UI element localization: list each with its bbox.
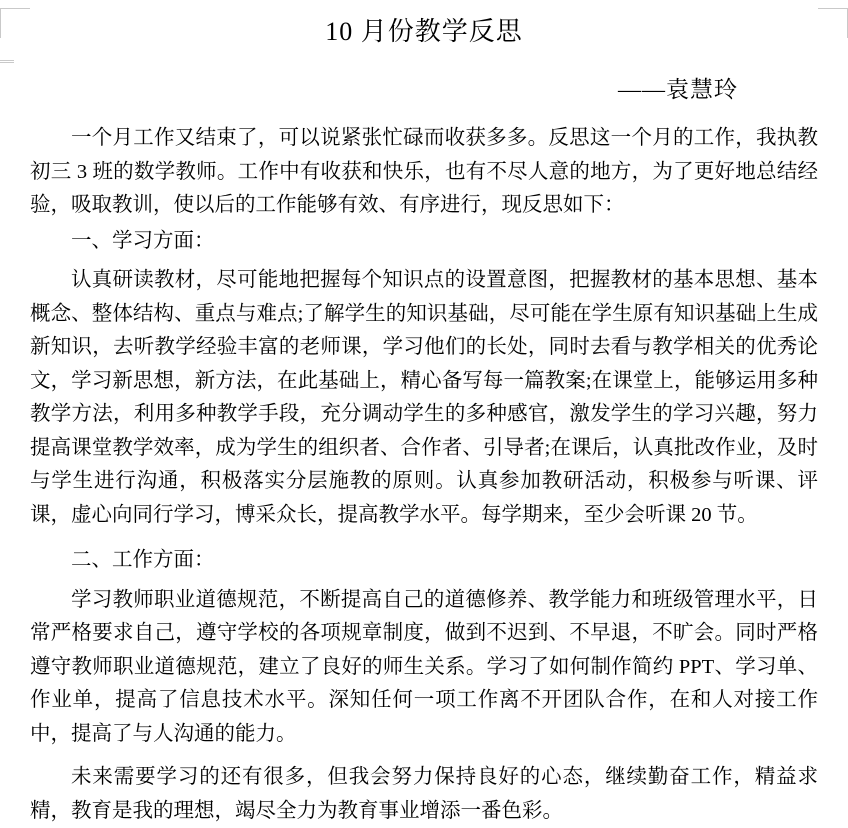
author-signature: ——袁慧玲 (618, 77, 738, 103)
paragraph-intro: 一个月工作又结束了，可以说紧张忙碌而收获多多。反思这一个月的工作，我执教初三 3 班的数学教师。工作中有收获和快乐，也有不尽人意的地方，为了更好地总结经验，吸取教训，使以后的工作能够有效、有序进行，现反思如下： (30, 127, 818, 217)
paragraph-closing: 未来需要学习的还有很多，但我会努力保持良好的心态，继续勤奋工作，精益求精，教育是我的理想，竭尽全力为教育事业增添一番色彩。 (30, 766, 818, 822)
page-crop-mark-top-left (0, 8, 30, 9)
page-crop-mark-mid-left-2 (0, 62, 14, 63)
spacer (30, 751, 818, 761)
section-heading-work: 二、工作方面： (71, 549, 215, 572)
paragraph-work-body: 学习教师职业道德规范，不断提高自己的道德修养、教学能力和班级管理水平，日常严格要求自己，遵守学校的各项规章制度，做到不迟到、不早退，不旷会。同时严格遵守教师职业道德规范，建立了良好的师生关系。学习了如何制作简约 PPT、学习单、作业单，提高了信息技术水平。深知任何一项工作离不开团队合作，在和人对接工作中，提高了与人沟通的能力。 (30, 588, 818, 745)
page-title: 10 月份教学反思 (325, 17, 523, 46)
paragraph-study-body: 认真研读教材，尽可能地把握每个知识点的设置意图，把握教材的基本思想、基本概念、整体结构、重点与难点;了解学生的知识基础，尽可能在学生原有知识基础上生成新知识，去听教学经验丰富的老师课，学习他们的长处，同时去看与教学相关的优秀论文，学习新思想，新方法，在此基础上，精心备写每一篇教案;在课堂上，能够运用多种教学方法，利用多种教学手段，充分调动学生的多种感官，激发学生的学习兴趣，努力提高课堂教学效率，成为学生的组织者、合作者、引导者;在课后，认真批改作业，及时与学生进行沟通，积极落实分层施教的原则。认真参加教研活动，积极参与听课、评课，虚心向同行学习，博采众长，提高教学水平。每学期来，至少会听课 20 节。 (30, 269, 818, 526)
section-heading-study: 一、学习方面： (71, 229, 215, 252)
page-crop-mark-left (0, 8, 1, 38)
document-body (30, 0, 818, 828)
page-crop-mark-top-right (818, 8, 848, 9)
page-crop-mark-mid-left (0, 60, 14, 61)
spacer (30, 532, 818, 542)
